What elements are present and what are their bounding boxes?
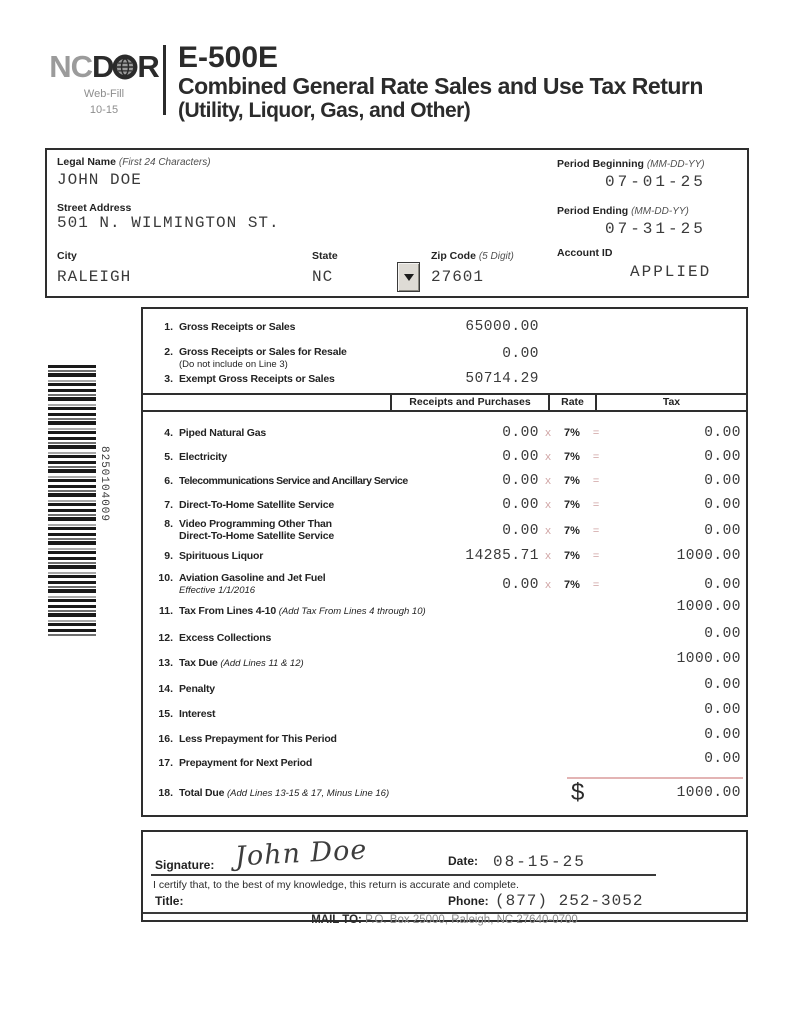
line-label: Direct-To-Home Satellite Service xyxy=(179,499,335,511)
state-label: State xyxy=(312,250,338,262)
line-label: Tax From Lines 4-10 (Add Tax From Lines 4 through 10) xyxy=(179,605,426,617)
table-row xyxy=(143,499,746,519)
period-beginning-hint: (MM-DD-YY) xyxy=(646,159,705,170)
webfill-label: Web-Fill xyxy=(83,88,125,100)
line12-value-field[interactable]: 0.00 xyxy=(704,626,741,642)
line-number: 14. xyxy=(158,683,173,695)
line14-value-field[interactable]: 0.00 xyxy=(704,677,741,693)
line11-value-field[interactable]: 1000.00 xyxy=(676,599,741,615)
line-label: Total Due (Add Lines 13-15 & 17, Minus Line 16) xyxy=(179,787,390,799)
signature-underline xyxy=(151,874,656,876)
line6-rate: 7% xyxy=(564,475,580,487)
line-label: Interest xyxy=(179,708,216,720)
taxpayer-info-box xyxy=(45,148,749,298)
multiply-symbol: x xyxy=(544,526,552,538)
table-row xyxy=(143,475,746,495)
city-label: City xyxy=(57,250,77,262)
line-number: 9. xyxy=(164,550,173,562)
line10-rate: 7% xyxy=(564,579,580,591)
line-label: Excess Collections xyxy=(179,632,272,644)
line8-rate: 7% xyxy=(564,525,580,537)
multiply-symbol: x xyxy=(544,500,552,512)
mailto-address: P.O. Box 25000, Raleigh, NC 27640-0700 xyxy=(365,914,578,926)
line5-rate: 7% xyxy=(564,451,580,463)
line-label: Less Prepayment for This Period xyxy=(179,733,337,745)
equals-symbol: = xyxy=(592,452,600,464)
account-id-field[interactable]: APPLIED xyxy=(630,263,712,281)
form-title: Combined General Rate Sales and Use Tax Return xyxy=(178,73,703,99)
line8-receipts-field[interactable]: 0.00 xyxy=(502,523,539,539)
dollar-sign: $ xyxy=(571,779,585,806)
line-label: Video Programming Other Than Direct-To-Home Satellite Service xyxy=(179,518,335,542)
line2-value-field[interactable]: 0.00 xyxy=(502,346,539,362)
line17-value-field[interactable]: 0.00 xyxy=(704,751,741,767)
line-label: Spirituous Liquor xyxy=(179,550,264,562)
line1-value-field[interactable]: 65000.00 xyxy=(465,319,539,335)
equals-symbol: = xyxy=(592,526,600,538)
line-number: 7. xyxy=(164,499,173,511)
multiply-symbol: x xyxy=(544,580,552,592)
table-row xyxy=(143,518,746,548)
line6-tax-field[interactable]: 0.00 xyxy=(704,473,741,489)
line-number: 11. xyxy=(158,605,173,617)
phone-field[interactable]: (877) 252-3052 xyxy=(495,892,644,910)
line-number: 13. xyxy=(158,657,173,669)
table-row xyxy=(143,727,746,753)
column-header-tax: Tax xyxy=(662,396,681,408)
line-number: 18. xyxy=(158,787,173,799)
period-ending-hint: (MM-DD-YY) xyxy=(631,206,689,217)
tax-table xyxy=(141,307,748,817)
line6-receipts-field[interactable]: 0.00 xyxy=(502,473,539,489)
line-note: (Do not include on Line 3) xyxy=(179,359,288,370)
line-number: 2. xyxy=(164,346,173,358)
city-field[interactable]: RALEIGH xyxy=(57,268,132,286)
globe-icon xyxy=(112,54,138,85)
line-number: 15. xyxy=(158,708,173,720)
mailto-label: MAIL TO: xyxy=(311,914,362,926)
table-row xyxy=(143,572,746,602)
equals-symbol: = xyxy=(592,551,600,563)
table-row xyxy=(143,321,746,341)
line10-tax-field[interactable]: 0.00 xyxy=(704,577,741,593)
line18-total-field[interactable]: 1000.00 xyxy=(676,785,741,801)
column-header-empty xyxy=(143,395,392,410)
line9-tax-field[interactable]: 1000.00 xyxy=(676,548,741,564)
multiply-symbol: x xyxy=(544,551,552,563)
column-header-receipts: Receipts and Purchases xyxy=(392,395,550,410)
line8-tax-field[interactable]: 0.00 xyxy=(704,523,741,539)
table-row xyxy=(143,677,746,703)
table-row xyxy=(143,651,746,677)
line13-value-field[interactable]: 1000.00 xyxy=(676,651,741,667)
barcode-number: 8250104009 xyxy=(98,446,110,523)
column-header-row xyxy=(143,393,746,412)
line7-tax-field[interactable]: 0.00 xyxy=(704,497,741,513)
line-label: Gross Receipts or Sales xyxy=(179,321,296,333)
line9-receipts-field[interactable]: 14285.71 xyxy=(465,548,539,564)
multiply-symbol: x xyxy=(544,452,552,464)
legal-name-label: Legal Name (First 24 Characters) xyxy=(57,156,211,168)
zip-label: Zip Code (5 Digit) xyxy=(431,250,514,262)
account-id-label: Account ID xyxy=(557,247,613,259)
street-address-field[interactable]: 501 N. WILMINGTON ST. xyxy=(57,214,280,232)
chevron-down-icon xyxy=(404,274,414,281)
multiply-symbol: x xyxy=(544,476,552,488)
form-version: 10-15 xyxy=(89,104,119,116)
form-subtitle: (Utility, Liquor, Gas, and Other) xyxy=(178,99,471,122)
line-label: Piped Natural Gas xyxy=(179,427,267,439)
equals-symbol: = xyxy=(592,428,600,440)
table-row xyxy=(143,626,746,652)
date-label: Date: xyxy=(448,854,479,868)
equals-symbol: = xyxy=(592,476,600,488)
line-number: 5. xyxy=(164,451,173,463)
line3-value-field[interactable]: 50714.29 xyxy=(465,371,539,387)
signature-label: Signature: xyxy=(155,858,215,872)
line-label: Tax Due (Add Lines 11 & 12) xyxy=(179,657,304,669)
line-label: Electricity xyxy=(179,451,227,463)
equals-symbol: = xyxy=(592,500,600,512)
table-row xyxy=(143,599,746,625)
date-field[interactable]: 08-15-25 xyxy=(493,853,586,871)
line5-receipts-field[interactable]: 0.00 xyxy=(502,449,539,465)
line-number: 10. xyxy=(158,572,173,584)
line-number: 17. xyxy=(158,757,173,769)
logo-d: D xyxy=(92,49,114,84)
logo-nc: NC xyxy=(49,49,92,84)
period-ending-label: Period Ending (MM-DD-YY) xyxy=(557,205,689,217)
header-divider xyxy=(163,45,166,115)
line-number: 8. xyxy=(164,518,173,530)
certify-text: I certify that, to the best of my knowledge, this return is accurate and complete. xyxy=(153,879,519,891)
phone-label: Phone: xyxy=(448,894,489,908)
mailto-text xyxy=(143,914,746,926)
line-note: Effective 1/1/2016 xyxy=(179,585,256,596)
signature-box xyxy=(141,830,748,926)
line-note: (Add Lines 11 & 12) xyxy=(220,658,304,669)
street-address-label: Street Address xyxy=(57,202,132,214)
state-dropdown-button[interactable] xyxy=(397,262,420,292)
legal-name-field[interactable]: JOHN DOE xyxy=(57,171,142,189)
multiply-symbol: x xyxy=(544,428,552,440)
total-rule xyxy=(567,777,743,779)
legal-name-hint: (First 24 Characters) xyxy=(118,157,211,168)
line-number: 12. xyxy=(158,632,173,644)
line-label: Aviation Gasoline and Jet Fuel Effective 1/1/2016 xyxy=(179,572,326,596)
line15-value-field[interactable]: 0.00 xyxy=(704,702,741,718)
line16-value-field[interactable]: 0.00 xyxy=(704,727,741,743)
table-row xyxy=(143,427,746,447)
line-number: 16. xyxy=(158,733,173,745)
table-row xyxy=(143,550,746,570)
signature-field[interactable]: John Doe xyxy=(234,834,369,873)
line10-receipts-field[interactable]: 0.00 xyxy=(502,577,539,593)
period-beginning-label: Period Beginning (MM-DD-YY) xyxy=(557,158,705,170)
table-row xyxy=(143,787,746,807)
line7-receipts-field[interactable]: 0.00 xyxy=(502,497,539,513)
table-row xyxy=(143,751,746,777)
line-note: (Add Lines 13-15 & 17, Minus Line 16) xyxy=(226,788,390,799)
zip-field[interactable]: 27601 xyxy=(431,268,485,286)
line-number: 6. xyxy=(164,475,173,487)
table-row xyxy=(143,346,746,374)
line4-receipts-field[interactable]: 0.00 xyxy=(502,425,539,441)
line9-rate: 7% xyxy=(564,550,580,562)
ncdor-logo xyxy=(46,49,162,117)
table-row xyxy=(143,702,746,728)
line7-rate: 7% xyxy=(564,499,580,511)
line-label: Gross Receipts or Sales for Resale (Do not include on Line 3) xyxy=(179,346,347,370)
line-label: Exempt Gross Receipts or Sales xyxy=(179,373,335,385)
equals-symbol: = xyxy=(592,580,600,592)
line-number: 4. xyxy=(164,427,173,439)
state-field[interactable]: NC xyxy=(312,268,334,286)
zip-hint: (5 Digit) xyxy=(478,251,514,262)
line5-tax-field[interactable]: 0.00 xyxy=(704,449,741,465)
line-label: Prepayment for Next Period xyxy=(179,757,313,769)
barcode xyxy=(48,365,96,637)
table-row xyxy=(143,451,746,471)
line-label: Telecommunications Service and Ancillary Service xyxy=(179,475,408,487)
period-ending-field[interactable]: 07-31-25 xyxy=(605,220,706,238)
line-number: 1. xyxy=(164,321,173,333)
table-row xyxy=(143,373,746,393)
ncdor-logo-text xyxy=(46,49,162,85)
line-number: 3. xyxy=(164,373,173,385)
line-label: Penalty xyxy=(179,683,215,695)
form-title-block xyxy=(178,42,778,123)
period-beginning-field[interactable]: 07-01-25 xyxy=(605,173,706,191)
line4-rate: 7% xyxy=(564,427,580,439)
logo-r: R xyxy=(137,49,159,84)
title-label: Title: xyxy=(155,894,184,908)
line-note: (Add Tax From Lines 4 through 10) xyxy=(278,606,426,617)
line4-tax-field[interactable]: 0.00 xyxy=(704,425,741,441)
form-id: E-500E xyxy=(178,41,279,74)
column-header-rate: Rate xyxy=(550,395,597,410)
